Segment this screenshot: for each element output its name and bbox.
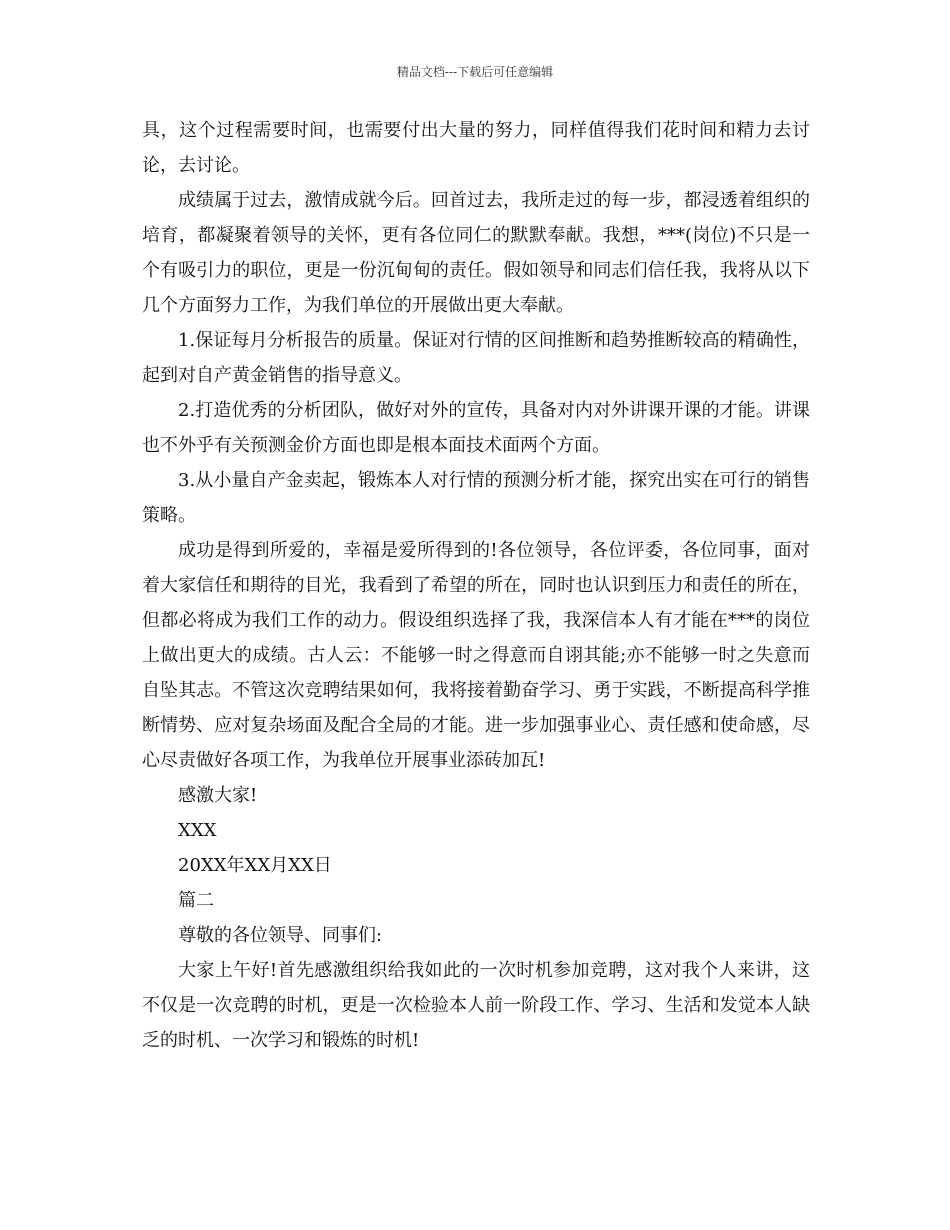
paragraph-item-2: 2.打造优秀的分析团队，做好对外的宣传，具备对内对外讲课开课的才能。讲课也不外乎有关预测金价方面也即是根本面技术面两个方面。 [142,400,810,456]
signature-date: 20XX年XX月XX日 [178,855,332,876]
document-body [142,113,810,1058]
paragraph-achievements: 成绩属于过去，激情成就今后。回首过去，我所走过的每一步，都浸透着组织的培育，都凝聚着领导的关怀，更有各位同仁的默默奉献。我想，***(岗位)不只是一个有吸引力的职位，更是一份沉甸甸的责任。假如领导和同志们信任我，我将从以下几个方面努力工作，为我们单位的开展做出更大奉献。 [142,190,810,316]
paragraph-closing: 成功是得到所爱的，幸福是爱所得到的!各位领导，各位评委，各位同事，面对着大家信任和期待的目光，我看到了希望的所在，同时也认识到压力和责任的所在，但都必将成为我们工作的动力。假设组织选择了我，我深信本人有才能在***的岗位上做出更大的成绩。古人云：不能够一时之得意而自诩其能;亦不能够一时之失意而自坠其志。不管这次竞聘结果如何，我将接着勤奋学习、勇于实践，不断提高科学推断情势、应对复杂场面及配合全局的才能。进一步加强事业心、责任感和使命感，尽心尽责做好各项工作，为我单位开展事业添砖加瓦! [142,540,810,771]
paragraph-item-1: 1.保证每月分析报告的质量。保证对行情的区间推断和趋势推断较高的精确性，起到对自产黄金销售的指导意义。 [142,330,810,386]
signature-name: XXX [178,820,217,841]
section-title: 篇二 [178,890,214,911]
paragraph-item-3: 3.从小量自产金卖起，锻炼本人对行情的预测分析才能，探究出实在可行的销售策略。 [142,470,810,526]
paragraph-opening: 大家上午好!首先感激组织给我如此的一次时机参加竞聘，这对我个人来讲，这不仅是一次竞聘的时机，更是一次检验本人前一阶段工作、学习、生活和发觉本人缺乏的时机、一次学习和锻炼的时机! [142,960,810,1051]
paragraph-continuation: 具，这个过程需要时间，也需要付出大量的努力，同样值得我们花时间和精力去讨论，去讨论。 [142,120,810,176]
thanks-line: 感激大家! [178,785,258,806]
salutation: 尊敬的各位领导、同事们: [178,925,383,946]
page-header: 精品文档---下载后可任意编辑 [396,65,554,79]
